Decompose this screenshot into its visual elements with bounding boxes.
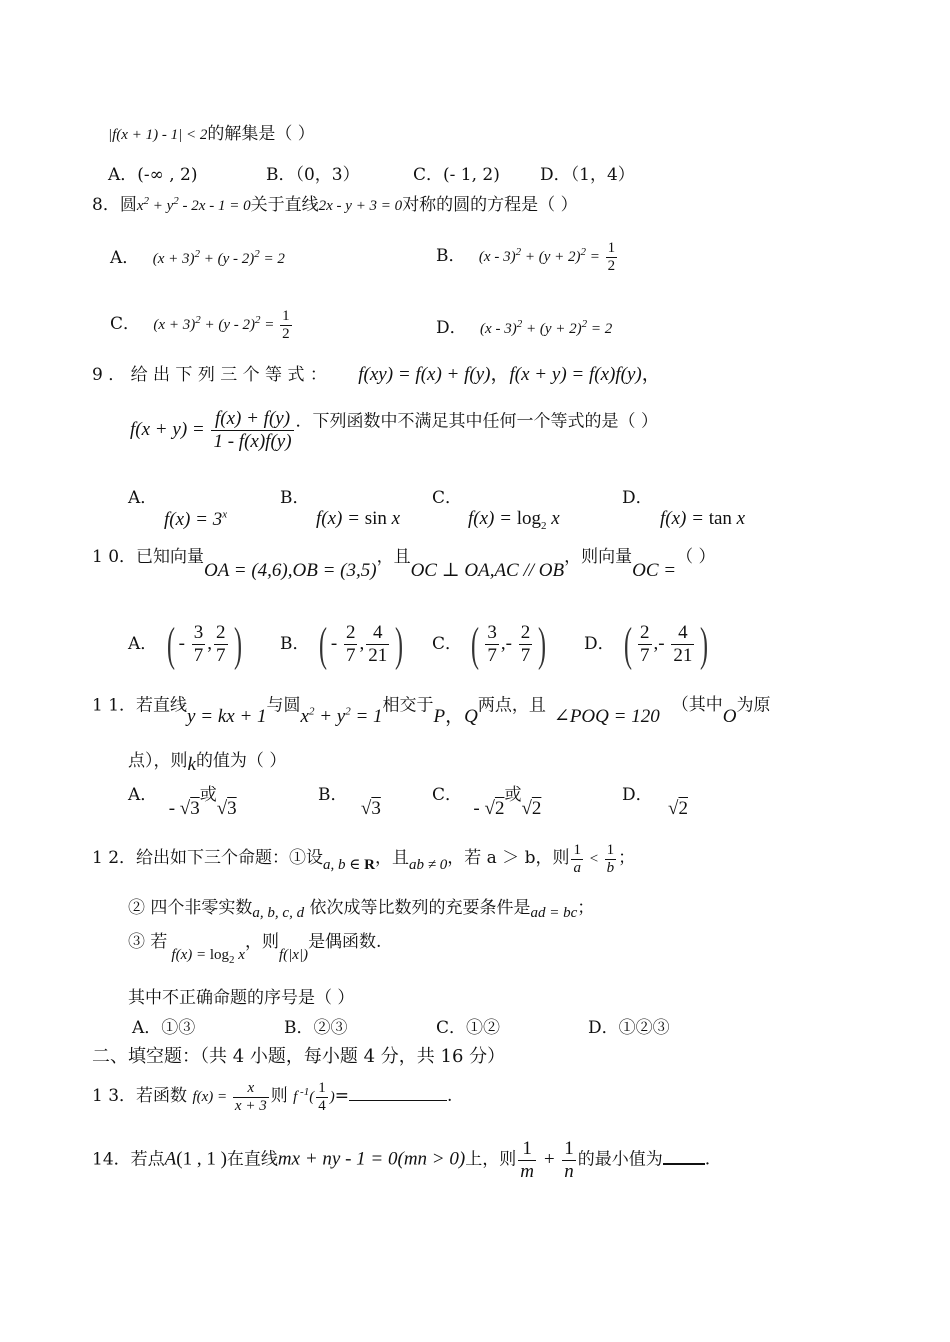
q9-func-d: f(x) = tan x [660, 508, 746, 530]
q11-val-c2: √2 [521, 798, 542, 819]
q10-number: 1 0．已知向量 [92, 547, 205, 567]
q12-p2a: ② 四个非零实数 [128, 898, 253, 918]
q10-and: ，且 [376, 547, 411, 567]
q8-option-a[interactable] [110, 248, 285, 268]
q11-val-d: √2 [668, 798, 688, 819]
q10-vectors: OA = (4,6),OB = (3,5) [204, 560, 377, 581]
q11-label-a: A． [128, 785, 158, 805]
q11-t4: （其中 [671, 695, 723, 716]
q9-func-b: f(x) = sin x [316, 508, 401, 530]
q10-oc: OC = [632, 560, 677, 581]
q8-eq-d: $(x - 3)^2 + (y + 2)^2 = 2$ [480, 318, 613, 337]
q12-ask: 其中不正确命题的序号是（ ） [128, 988, 355, 1008]
q12-p3b: ，则 [244, 932, 279, 952]
q14-expression: $\frac{1}{m}$ + $\frac{1}{n}$ [520, 1138, 574, 1182]
q9-option-d[interactable] [622, 488, 745, 531]
q12-option-d[interactable]: D．①②③ [588, 1018, 670, 1038]
q12-t1: ，且 [375, 848, 409, 869]
q8-stem-line [92, 195, 578, 215]
q10-label-c: C． [432, 634, 463, 655]
q14-line-eq: mx + ny - 1 = 0(mn > 0) [277, 1148, 466, 1170]
q11-origin: O [722, 706, 737, 728]
q12-number: 1 2．给出如下三个命题：①设 [92, 848, 324, 869]
q9-equations: f(xy) = f(x) + f(y)，f(x + y) = f(x)f(y)， [358, 364, 661, 385]
q8-number: 8．圆 [92, 195, 137, 215]
q11-k: k [187, 754, 196, 775]
q9-tail: ．下列函数中不满足其中任何一个等式的是（ ） [295, 411, 658, 432]
q12-prop3 [128, 932, 382, 966]
q8-label-b: B． [436, 246, 466, 267]
q11-line: y = kx + 1 [187, 706, 267, 728]
q12-t2: ，若 a ＞ b，则 [447, 848, 570, 869]
q9-stem-line [92, 364, 661, 387]
q14-end: . [704, 1149, 711, 1170]
q8-circle-equation: $x^2 + y^2 - 2x - 1 = 0$ [136, 195, 251, 214]
q11-line2a: 点），则 [128, 751, 188, 771]
q8-label-c: C． [110, 314, 141, 335]
q12-option-a[interactable]: A．①③ [132, 1018, 196, 1038]
q10-option-c[interactable] [432, 616, 550, 674]
q9-func-a: $f(x) = 3^x$ [164, 508, 228, 530]
q11-or-c: 或 [504, 785, 522, 805]
q7-option-a[interactable]: A．(-∞ , 2) [108, 165, 198, 185]
q7-stem-line [108, 124, 315, 144]
q8-option-d[interactable] [436, 318, 612, 338]
q12-t3: ； [618, 848, 636, 869]
q9-third-equation: f(x + y) = $\frac{f(x) + f(y)}{1 - f(x)f(y)}$ [130, 408, 292, 452]
q10-label-a: A． [128, 634, 158, 655]
q7-option-d[interactable]: D．（1，4） [540, 165, 635, 185]
q10-vec-d: ( $\frac{2}{7}$ ,- $\frac{4}{21}$ ) [624, 618, 709, 671]
q12-ineq: $\frac{1}{a}$ < $\frac{1}{b}$ [573, 842, 615, 877]
q8-eq-c: $(x + 3)^2 + (y - 2)^2$ = $\frac{1}{2}$ [153, 308, 290, 343]
q11-line2b: 的值为（ ） [195, 751, 287, 771]
q10-vec-a: ( - $\frac{3}{7}$ , $\frac{2}{7}$ ) [166, 618, 242, 671]
q11-t2: 相交于 [382, 695, 434, 716]
q11-t5: 为原 [736, 695, 771, 716]
q9-label-c: C． [432, 488, 463, 508]
q14-number: 14．若点 [92, 1149, 165, 1170]
q9-func-c: $f(x) = \log_2 x$ [468, 508, 560, 533]
q8-label-a: A． [110, 248, 140, 268]
q8-eq-a: $(x + 3)^2 + (y - 2)^2 = 2$ [152, 248, 285, 267]
q11-or-a: 或 [199, 785, 217, 805]
q12-adbc: ad = bc [530, 905, 578, 921]
q8-option-c[interactable] [110, 308, 294, 344]
q11-option-c[interactable] [432, 784, 542, 819]
q13-end: . [446, 1086, 453, 1107]
q12-p3c: 是偶函数. [308, 932, 382, 952]
q11-option-b[interactable] [318, 784, 381, 819]
q9-option-b[interactable] [280, 488, 400, 531]
q11-label-d: D． [622, 785, 653, 805]
q8-label-d: D． [436, 318, 467, 338]
q12-prop2 [128, 898, 595, 921]
q9-option-c[interactable] [432, 488, 560, 533]
q9-label-b: B． [280, 488, 310, 508]
q11-angle: ∠POQ = 120 [553, 706, 660, 728]
q11-t3: 两点，且 [477, 695, 546, 716]
q10-then: ，则向量 [564, 547, 633, 567]
q11-label-c: C． [432, 785, 463, 805]
q14-t1: 在直线 [226, 1149, 278, 1170]
q11-option-d[interactable] [622, 784, 688, 819]
q10-option-b[interactable] [280, 616, 407, 674]
q10-label-b: B． [280, 634, 310, 655]
q14-line [92, 1138, 710, 1183]
q8-mid: 关于直线 [250, 195, 319, 215]
q12-p2c: ； [577, 898, 595, 918]
q10-paren: （ ） [676, 547, 716, 567]
q8-option-b[interactable] [436, 240, 619, 276]
q11-val-b: √3 [360, 798, 381, 819]
q13-t1: 则 [270, 1086, 288, 1107]
section-2-heading: 二、填空题：（共 4 小题，每小题 4 分，共 16 分） [92, 1046, 506, 1067]
q10-stem-line [92, 546, 716, 581]
q12-set: a, b ∈ R [323, 857, 375, 874]
q14-answer-blank[interactable] [663, 1163, 705, 1165]
q12-vars: a, b, c, d [252, 905, 305, 921]
q11-val-c1: - √2 [473, 798, 505, 819]
q11-t1: 与圆 [266, 695, 301, 716]
q12-ab: ab ≠ 0 [409, 857, 448, 874]
q10-label-d: D． [584, 634, 615, 655]
q11-val-a1: - √3 [168, 798, 200, 819]
q9-stem-line2 [130, 408, 658, 453]
q12-p3a: ③ 若 [128, 932, 168, 952]
q14-t3: 的最小值为 [577, 1149, 663, 1170]
q12-log: $f(x) = \log_2 x$ [171, 947, 245, 966]
q12-option-c[interactable]: C．①② [436, 1018, 501, 1038]
q11-points: P，Q [433, 706, 478, 728]
q9-label-d: D． [622, 488, 653, 508]
q8-eq-b: $(x - 3)^2 + (y + 2)^2$ = $\frac{1}{2}$ [478, 240, 616, 275]
q7-inequality: |f(x + 1) - 1| < 2 [108, 127, 208, 143]
q13-number: 1 3．若函数 [92, 1086, 188, 1107]
q7-stem: 的解集是（ ） [207, 124, 315, 144]
q8-tail: 对称的圆的方程是（ ） [402, 195, 578, 215]
q12-option-b[interactable]: B．②③ [284, 1018, 348, 1038]
q14-point: A(1 , 1 ) [164, 1148, 227, 1170]
q11-label-b: B． [318, 785, 348, 805]
q12-fabs: f(|x|) [278, 947, 309, 963]
q14-t2: 上，则 [465, 1149, 517, 1170]
q10-conditions: OC ⊥ OA,AC // OB [410, 560, 565, 581]
q9-number: 9 ． 给 出 下 列 三 个 等 式 ： [92, 365, 327, 385]
q7-option-b[interactable]: B．（0，3） [266, 165, 360, 185]
q9-option-a[interactable] [128, 488, 227, 532]
q11-option-a[interactable] [128, 784, 237, 819]
q13-inverse: f $^{-1}$( $\frac{1}{4}$ ) [293, 1080, 335, 1115]
q11-stem-line [92, 694, 771, 728]
q8-line-equation: 2x - y + 3 = 0 [318, 198, 403, 214]
q13-t2: = [334, 1086, 349, 1107]
q12-p2b: 依次成等比数列的充要条件是 [309, 898, 531, 918]
q7-option-c[interactable]: C．(- 1, 2) [413, 165, 500, 185]
q11-number: 1 1．若直线 [92, 695, 188, 716]
q10-vec-b: ( - $\frac{2}{7}$ , $\frac{4}{21}$ ) [318, 618, 404, 671]
q13-function: f(x) = $\frac{x}{x + 3}$ [192, 1080, 267, 1115]
q11-circle: $x^2 + y^2 = 1$ [300, 706, 383, 728]
q13-answer-blank[interactable] [349, 1100, 447, 1101]
q10-vec-c: ( $\frac{3}{7}$ ,- $\frac{2}{7}$ ) [471, 618, 547, 671]
q10-option-d[interactable] [584, 616, 712, 674]
q11-val-a2: √3 [216, 798, 237, 819]
q11-stem-line2 [128, 750, 286, 773]
q10-option-a[interactable] [128, 616, 245, 674]
q9-label-a: A． [128, 488, 158, 508]
q13-line [92, 1080, 452, 1116]
q12-stem-line [92, 842, 635, 878]
